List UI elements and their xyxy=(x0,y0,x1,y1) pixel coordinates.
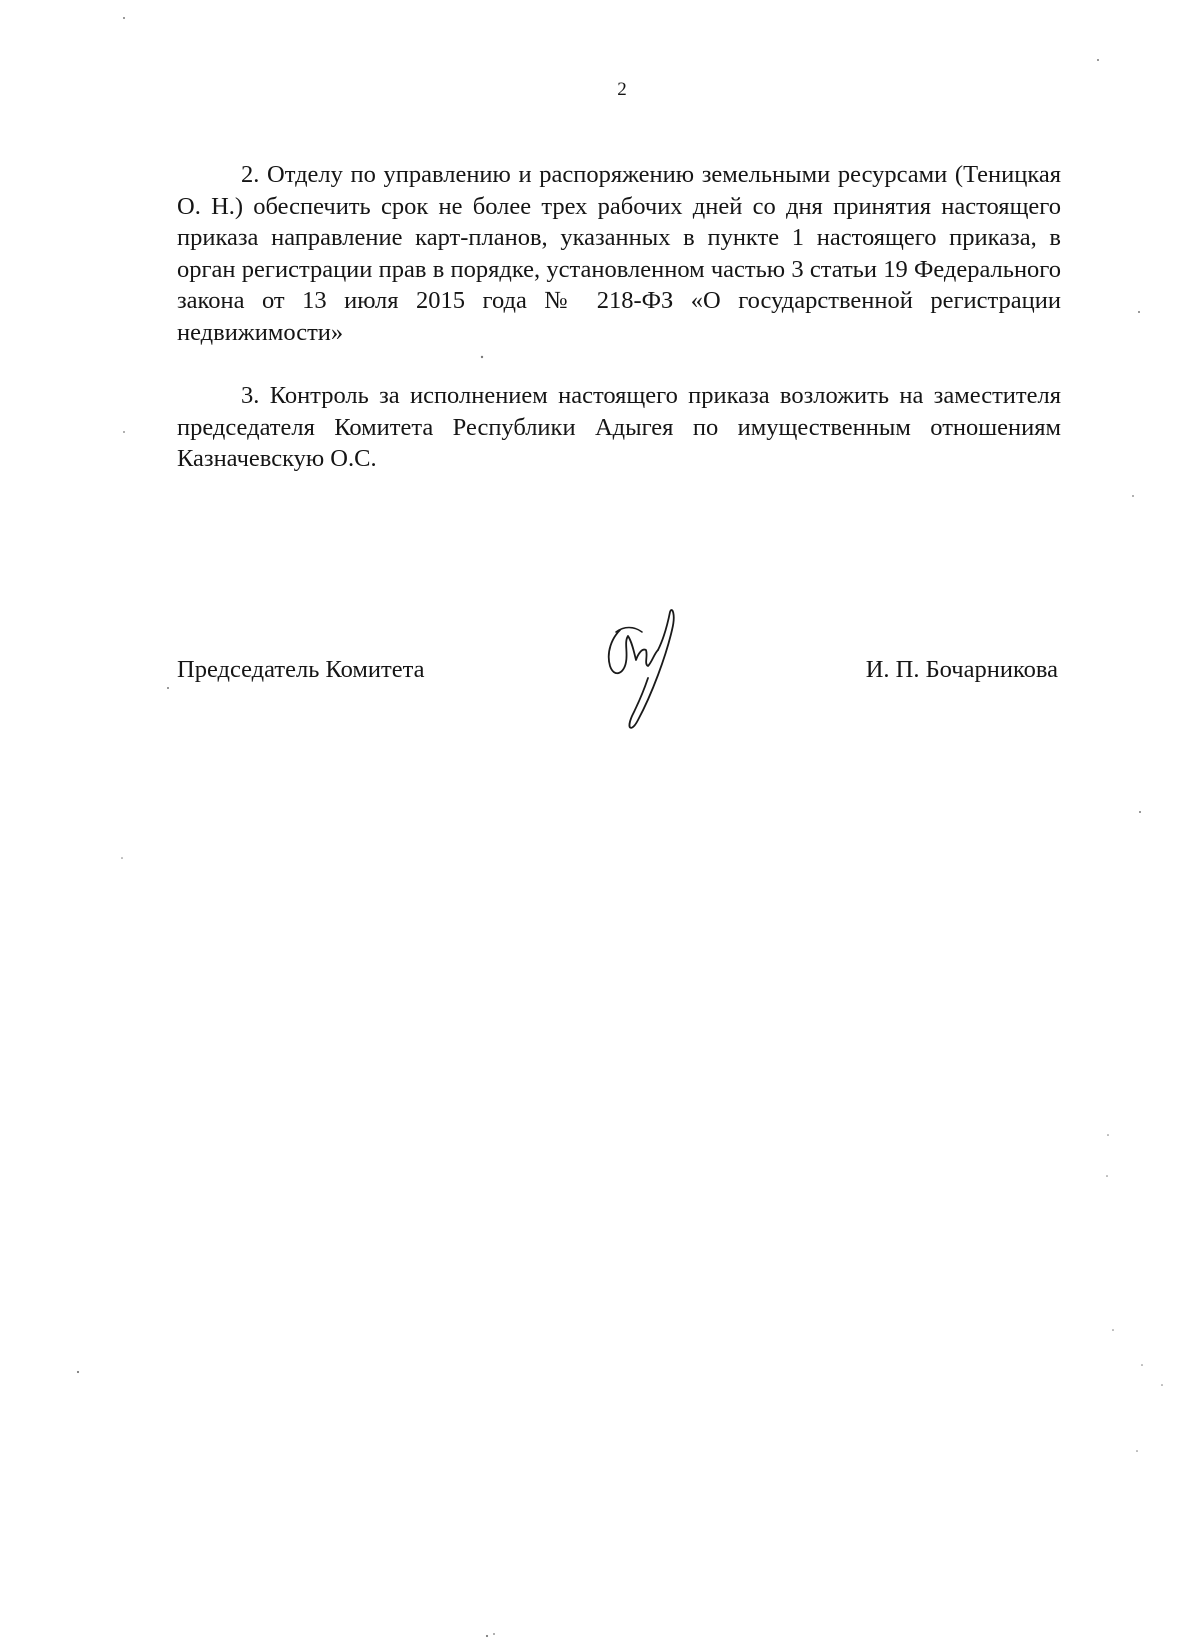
paragraph-2: 2. Отделу по управлению и распоряжению земельными ресурсами (Теницкая О. Н.) обеспечить срок не более трех рабочих дней со дня принятия настоящего приказа направление карт-планов, указанных в пункте 1 настоящего приказа, в орган регистрации прав в порядке, установленном частью 3 статьи 19 Федерального закона от 13 июля 2015 года № 218-ФЗ «О государственной регистрации недвижимости» xyxy=(177,161,1061,346)
page-number: 2 xyxy=(617,79,627,100)
handwritten-signature xyxy=(598,608,708,738)
signatory-name: И. П. Бочарникова xyxy=(865,656,1058,683)
paragraph-3: 3. Контроль за исполнением настоящего приказа возложить на заместителя председателя Комитета Республики Адыгея по имущественным отношениям Казначевскую О.С. xyxy=(177,382,1061,472)
signatory-title: Председатель Комитета xyxy=(177,656,425,683)
